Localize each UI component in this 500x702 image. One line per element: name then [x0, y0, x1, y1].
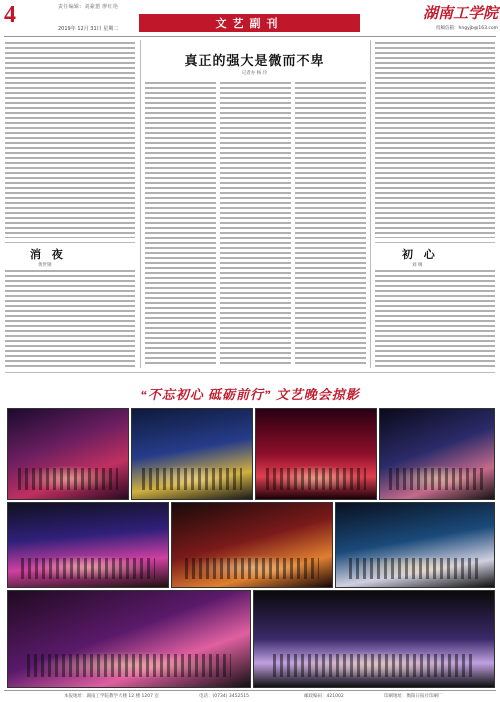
editor-line: 责任编辑：刘豪蕙 廖红艳	[58, 4, 119, 10]
page-number: 4	[4, 2, 16, 28]
chuxin-article-text	[375, 270, 495, 368]
performance-photo	[131, 408, 253, 500]
photo-section-rule	[5, 372, 495, 373]
section-title-chuxin: 初 心	[402, 249, 439, 261]
performance-photo	[379, 408, 495, 500]
main-article-col-1	[145, 82, 216, 366]
footer-address: 本报地址：湖南工学院教学大楼 12 楼 1207 室	[64, 694, 159, 699]
main-headline: 真正的强大是微而不卑	[184, 53, 325, 68]
section-banner-title: 文艺副刊	[215, 17, 284, 30]
page-header	[0, 0, 500, 38]
performance-photo	[7, 590, 251, 688]
photo-feature-title: “不忘初心 砥砺前行” 文艺晚会掠影	[140, 387, 360, 402]
section-title-xiaoye: 消 夜	[30, 249, 67, 261]
masthead-logo: 湖南工学院	[422, 6, 498, 22]
right-article-text	[375, 42, 495, 238]
left-article-text	[5, 42, 135, 238]
main-article-col-3	[295, 82, 366, 366]
performance-photo	[7, 408, 129, 500]
column-divider	[140, 40, 141, 368]
main-article-col-2	[220, 82, 291, 366]
section-banner	[139, 14, 360, 32]
performance-photo	[171, 502, 333, 588]
performance-photo	[253, 590, 495, 688]
performance-photo	[7, 502, 169, 588]
submission-email: 投稿信箱：hngyjb@163.com	[436, 26, 498, 31]
footer-phone: 电话：(0734) 3452515	[199, 694, 249, 699]
section-byline-chuxin: 刘 璃	[412, 263, 423, 268]
footer-postcode: 邮政编码：421002	[304, 694, 344, 699]
column-divider	[370, 40, 371, 368]
performance-photo	[255, 408, 377, 500]
xiaoye-article-text	[5, 270, 135, 368]
performance-photo	[335, 502, 495, 588]
header-rule	[4, 36, 496, 37]
section-divider	[375, 242, 495, 243]
section-divider	[5, 242, 135, 243]
main-byline: 记者办 杨 玲	[241, 71, 268, 76]
page-footer	[4, 690, 496, 701]
section-byline-xiaoye: 黄世钢	[38, 263, 52, 268]
footer-printer: 印刷地址：衡阳日报社印刷厂	[384, 694, 443, 699]
issue-date: 2019年 12月 31日 星期二	[58, 26, 119, 32]
